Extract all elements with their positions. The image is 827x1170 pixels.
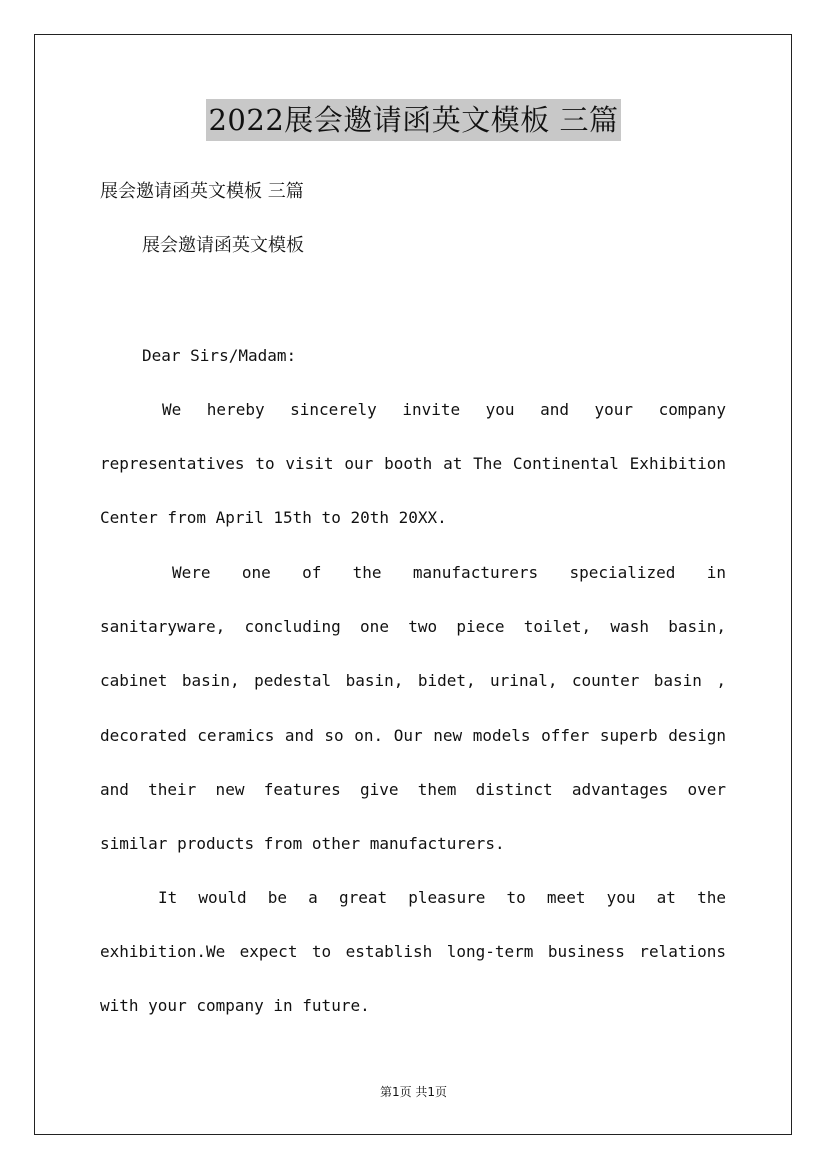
section-heading: 展会邀请函英文模板 — [142, 235, 304, 256]
document-subtitle: 展会邀请函英文模板 三篇 — [100, 181, 304, 202]
body-paragraph-2: Were one of the manufacturers specialized in sanitaryware, concluding one two piece toilet, wash basin, cabinet basin, pedestal basin, bidet, urinal, counter basin , decorated ceramics and so on. Our new models offer superb design and their new features give them distinct advantages over similar products from other manufacturers. — [100, 563, 726, 854]
letter-greeting: Dear Sirs/Madam: — [142, 346, 297, 365]
title-container — [0, 99, 827, 141]
body-paragraph-3: It would be a great pleasure to meet you at the exhibition.We expect to establish long-term business relations with your company in future. — [100, 888, 726, 1016]
document-title: 2022展会邀请函英文模板 三篇 — [206, 99, 620, 141]
body-paragraph-1: We hereby sincerely invite you and your company representatives to visit our booth at The Continental Exhibition Center from April 15th to 20th 20XX. — [100, 400, 726, 528]
page-number-footer: 第1页 共1页 — [379, 1085, 448, 1099]
